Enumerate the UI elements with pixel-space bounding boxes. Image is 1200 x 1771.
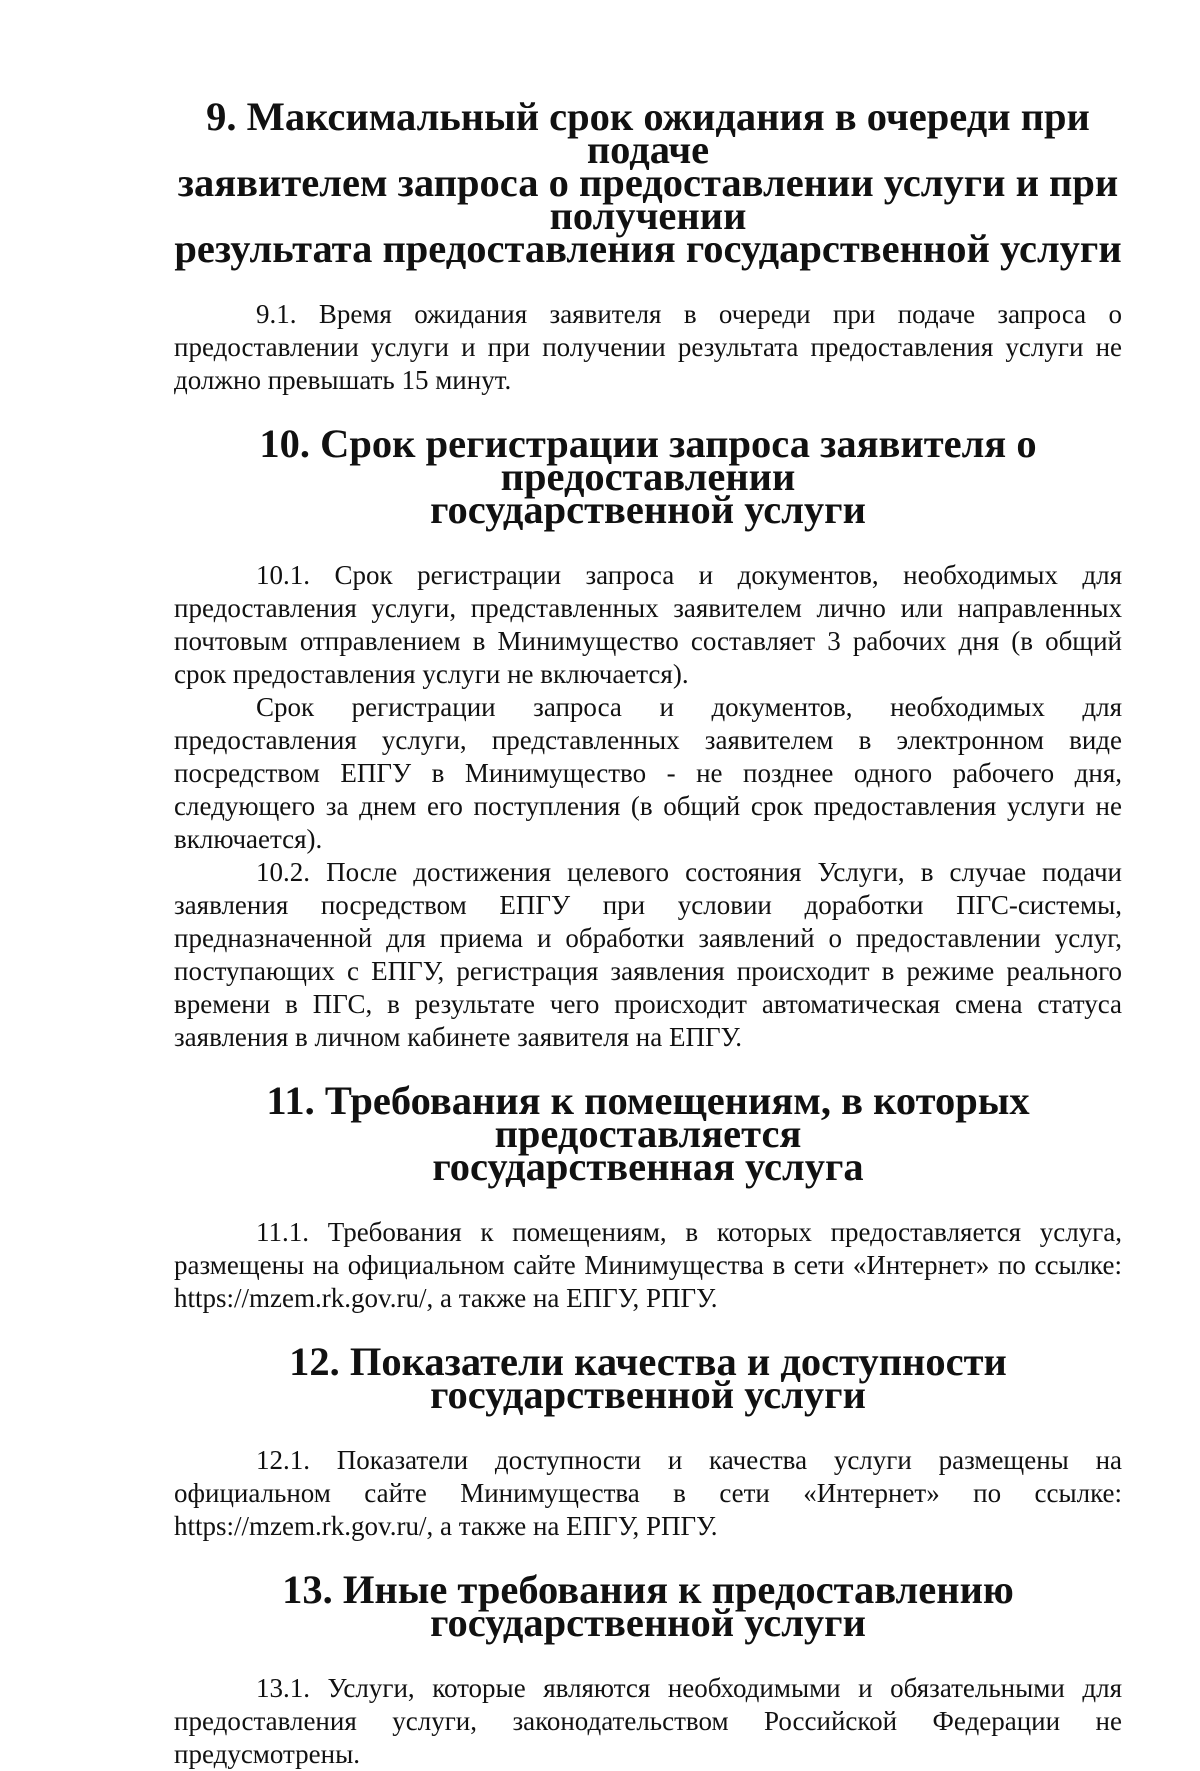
section-title: [174, 1339, 1122, 1417]
section-11: [174, 1078, 1122, 1315]
title-line: 10. Срок регистрации запроса заявителя о предоставлении: [259, 421, 1037, 499]
section-title: [174, 1567, 1122, 1645]
section-title: [174, 1078, 1122, 1189]
section-10: [174, 421, 1122, 1054]
title-line: заявителем запроса о предоставлении услуги и при получении: [177, 160, 1119, 238]
title-line: 12. Показатели качества и доступности государственной услуги: [289, 1339, 1007, 1417]
paragraph: 10.1. Срок регистрации запроса и документов, необходимых для предоставления услуги, представленных заявителем лично или направленных почтовым отправлением в Минимущество составляет 3 рабочих дня (в общий срок предоставления услуги не включается).: [174, 560, 1122, 689]
document-page: [174, 94, 1122, 1771]
title-line: результата предоставления государственной услуги: [174, 226, 1122, 271]
paragraph: 9.1. Время ожидания заявителя в очереди при подаче запроса о предоставлении услуги и при получении результата предоставления услуги не должно превышать 15 минут.: [174, 299, 1122, 395]
title-line: 11. Требования к помещениям, в которых предоставляется: [266, 1078, 1030, 1156]
section-13: [174, 1567, 1122, 1771]
title-line: 9. Максимальный срок ожидания в очереди при подаче: [206, 94, 1090, 172]
paragraph: 10.2. После достижения целевого состояния Услуги, в случае подачи заявления посредством ЕПГУ при условии доработки ПГС-системы, предназначенной для приема и обработки заявлений о предоставлении услуг, поступающих с ЕПГУ, регистрация заявления происходит в режиме реального времени в ПГС, в результате чего происходит автоматическая смена статуса заявления в личном кабинете заявителя на ЕПГУ.: [174, 857, 1122, 1052]
title-line: 13. Иные требования к предоставлению государственной услуги: [282, 1567, 1014, 1645]
paragraph: 13.1. Услуги, которые являются необходимыми и обязательными для предоставления услуги, законодательством Российской Федерации не предусмотрены.: [174, 1673, 1122, 1769]
section-12: [174, 1339, 1122, 1543]
section-title: [174, 94, 1122, 271]
title-line: государственной услуги: [430, 487, 866, 532]
paragraph: 11.1. Требования к помещениям, в которых предоставляется услуга, размещены на официальном сайте Минимущества в сети «Интернет» по ссылке: https://mzem.rk.gov.ru/, а также на ЕПГУ, РПГУ.: [174, 1217, 1122, 1313]
title-line: государственная услуга: [432, 1144, 864, 1189]
paragraph: Срок регистрации запроса и документов, необходимых для предоставления услуги, представленных заявителем в электронном виде посредством ЕПГУ в Минимущество - не позднее одного рабочего дня, следующего за днем его поступления (в общий срок предоставления услуги не включается).: [174, 692, 1122, 854]
section-title: [174, 421, 1122, 532]
section-9: [174, 94, 1122, 397]
paragraph: 12.1. Показатели доступности и качества услуги размещены на официальном сайте Минимущества в сети «Интернет» по ссылке: https://mzem.rk.gov.ru/, а также на ЕПГУ, РПГУ.: [174, 1445, 1122, 1541]
